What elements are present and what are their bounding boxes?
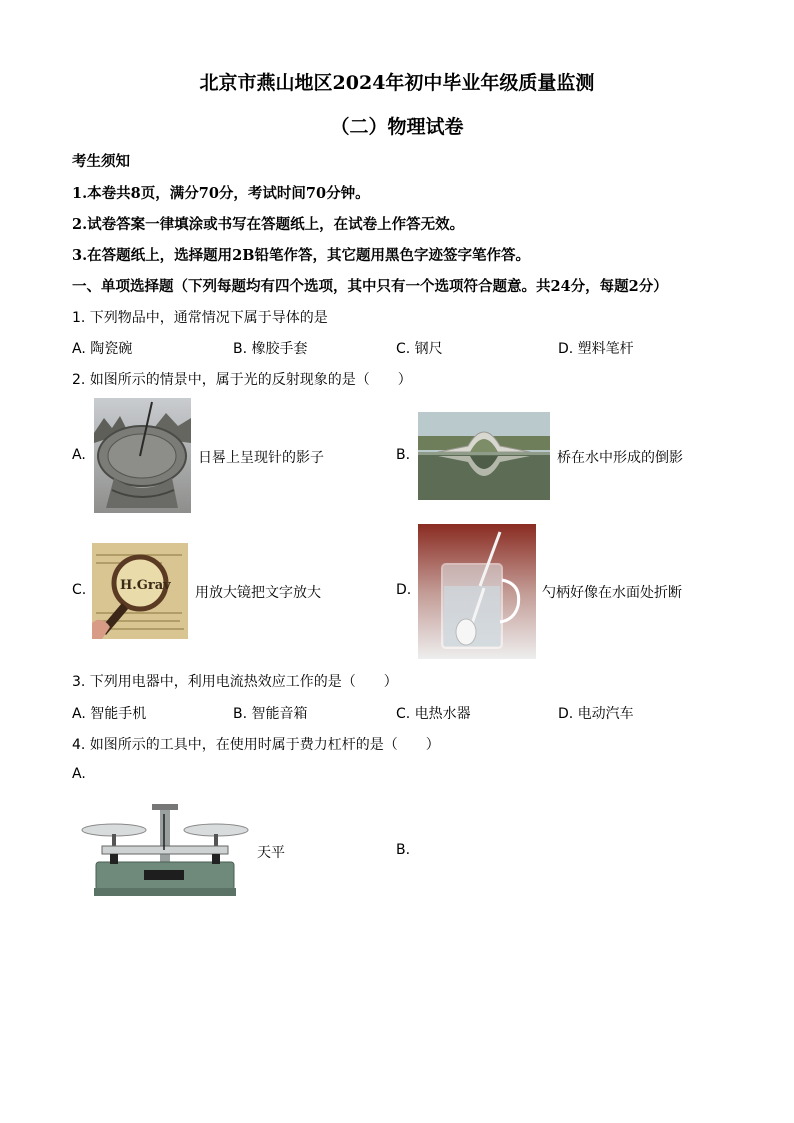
q3-option-d: D. 电动汽车 — [558, 706, 634, 722]
q4-option-a-caption: 天平 — [257, 845, 285, 861]
q4-option-a-letter: A. — [72, 766, 86, 782]
q4-option-b-letter: B. — [396, 842, 411, 858]
q2-option-c-caption: 用放大镜把文字放大 — [195, 585, 321, 601]
q2-option-d-caption: 勺柄好像在水面处折断 — [542, 585, 682, 601]
notice-item: 3.在答题纸上，选择题用2B铅笔作答，其它题用黑色字迹签字笔作答。 — [72, 247, 530, 264]
page-title: 北京市燕山地区2024年初中毕业年级质量监测 — [199, 72, 595, 94]
question-2-stem: 2. 如图所示的情景中，属于光的反射现象的是（ ） — [72, 372, 412, 388]
q2-option-a-caption: 日晷上呈现针的影子 — [198, 450, 324, 466]
spoon-in-glass-image — [418, 524, 536, 659]
q1-option-a: A. 陶瓷碗 — [72, 341, 133, 357]
q2-option-c-letter: C. — [72, 582, 87, 598]
q2-option-d-letter: D. — [396, 582, 412, 598]
q3-option-a: A. 智能手机 — [72, 706, 147, 722]
notice-item: 2.试卷答案一律填涂或书写在答题纸上，在试卷上作答无效。 — [72, 216, 465, 233]
q3-option-b: B. 智能音箱 — [233, 706, 308, 722]
notice-item: 1.本卷共8页，满分70分，考试时间70分钟。 — [72, 185, 370, 202]
sundial-image — [94, 398, 191, 513]
question-4-stem: 4. 如图所示的工具中，在使用时属于费力杠杆的是（ ） — [72, 737, 440, 753]
q2-option-a-letter: A. — [72, 447, 86, 463]
q3-option-c: C. 电热水器 — [396, 706, 471, 722]
page-subtitle: （二）物理试卷 — [330, 116, 464, 138]
q1-option-d: D. 塑料笔杆 — [558, 341, 634, 357]
q1-option-b: B. 橡胶手套 — [233, 341, 308, 357]
svg-text:H.Grav: H.Grav — [120, 578, 171, 593]
section-heading: 一、单项选择题（下列每题均有四个选项，其中只有一个选项符合题意。共24分，每题2分） — [72, 278, 668, 295]
question-1-stem: 1. 下列物品中，通常情况下属于导体的是 — [72, 310, 328, 326]
notice-heading: 考生须知 — [72, 153, 130, 170]
question-3-stem: 3. 下列用电器中，利用电流热效应工作的是（ ） — [72, 674, 398, 690]
bridge-reflection-image — [418, 412, 550, 500]
q2-option-b-letter: B. — [396, 447, 411, 463]
balance-scale-image — [80, 800, 250, 904]
magnifier-image — [92, 543, 188, 639]
q1-option-c: C. 钢尺 — [396, 341, 443, 357]
q2-option-b-caption: 桥在水中形成的倒影 — [557, 450, 683, 466]
